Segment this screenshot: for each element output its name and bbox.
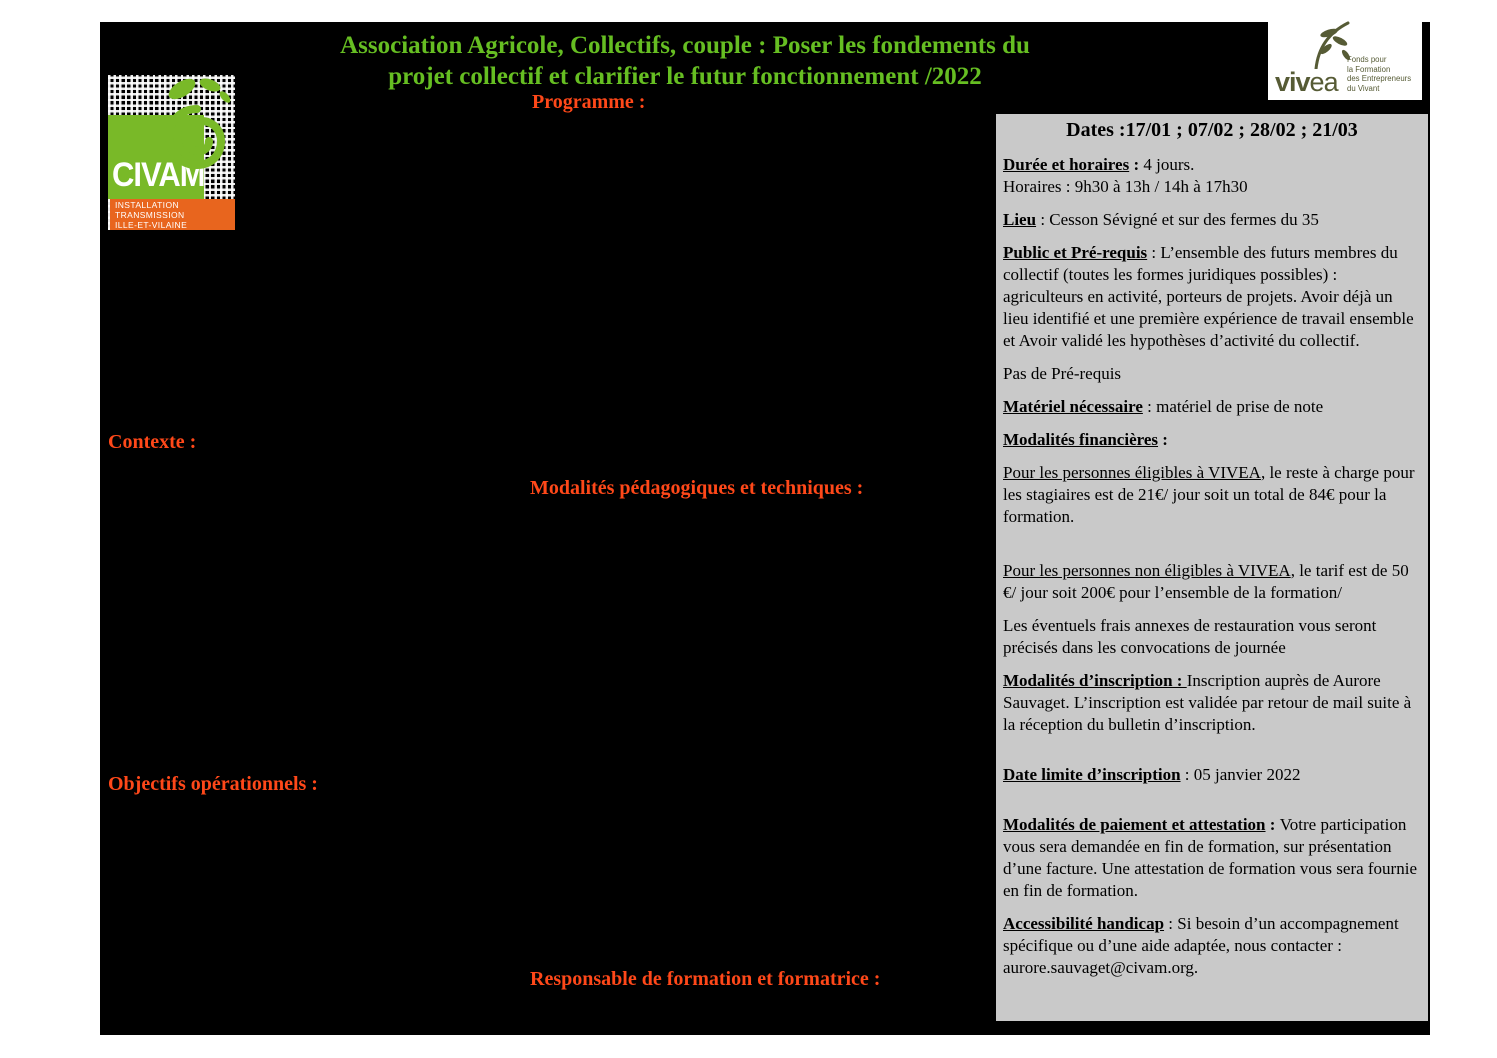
civam-banner-line1: INSTALLATION (115, 200, 179, 210)
heading-responsable-formation: Responsable de formation et formatrice : (530, 968, 881, 990)
sidebar-text-run: : matériel de prise de note (1142, 397, 1324, 416)
sidebar-section-lieu (1003, 209, 1421, 231)
sidebar-text-run: Modalités d’inscription : (1003, 671, 1187, 690)
vivea-tagline-line1: Fonds pour (1347, 55, 1387, 64)
sidebar-section-frais (1003, 615, 1421, 659)
page-title-line1: Association Agricole, Collectifs, couple : Poser les fondements du (340, 32, 1030, 59)
sidebar-section-public (1003, 242, 1421, 352)
vivea-wordmark (1275, 67, 1338, 97)
sidebar-text-run: : Cesson Sévigné et sur des fermes du 35 (1036, 210, 1319, 229)
sidebar-text-run: Votre participation vous sera demandée en fin de formation, sur présentation d’une facture. Une attestation de formation vous sera fournie en fin de formation. (1003, 815, 1417, 900)
heading-objectifs-operationnels: Objectifs opérationnels : (108, 773, 318, 795)
civam-plant-spiral-icon (158, 75, 236, 195)
vivea-tagline-line4: du Vivant (1347, 83, 1380, 93)
sidebar-text-run: : (1265, 815, 1280, 834)
sidebar-text-run: Durée et horaires (1003, 155, 1130, 174)
sidebar-section-horaires (1003, 176, 1421, 198)
civam-logo-banner (110, 199, 235, 230)
civam-banner-line2: TRANSMISSION (115, 210, 185, 220)
sidebar-text-run: Modalités financières (1003, 430, 1159, 449)
sidebar-text-run: Pas de Pré-requis (1003, 364, 1122, 383)
sidebar-text-run: : (1129, 155, 1144, 174)
vivea-tagline (1347, 55, 1411, 93)
sidebar-text-run: Modalités de paiement et attestation (1003, 815, 1266, 834)
heading-contexte: Contexte : (108, 431, 197, 453)
vivea-tagline-line2: la Formation (1347, 64, 1391, 74)
sidebar-section-dates (1003, 118, 1421, 143)
sidebar-text-run: Date limite d’inscription (1003, 765, 1181, 784)
vivea-tagline-line3: des Entrepreneurs (1347, 74, 1412, 83)
sidebar-text-run: Matériel nécessaire (1003, 397, 1143, 416)
sidebar-section-handicap (1003, 913, 1421, 979)
sidebar-section-datelimite (1003, 764, 1421, 786)
sidebar-text-run: Public et Pré-requis (1003, 243, 1148, 262)
sidebar-text-run: Pour les personnes éligibles à VIVEA (1003, 463, 1261, 482)
sidebar-text-run: , le reste à charge pour les stagiaires est de 21€/ jour soit un total de 84€ pour la formation. (1003, 463, 1415, 526)
sidebar-text-run: Horaires : 9h30 à 13h / 14h à 17h30 (1003, 177, 1248, 196)
page-title (100, 30, 1270, 92)
sidebar-section-duree (1003, 154, 1421, 176)
sidebar-text-run: , le tarif est de 50 €/ jour soit 200€ pour l’ensemble de la formation/ (1003, 561, 1409, 602)
vivea-wordmark-light: ea (1309, 67, 1338, 97)
sidebar-section-materiel (1003, 396, 1421, 418)
sidebar-section-prerequis (1003, 363, 1421, 385)
sidebar-text-run: Dates :17/01 ; 07/02 ; 28/02 ; 21/03 (1066, 119, 1358, 141)
sidebar-text-run: 4 jours. (1143, 155, 1195, 174)
sidebar-section-paiement (1003, 814, 1421, 902)
civam-banner-line3: ILLE-ET-VILAINE (115, 220, 188, 230)
vivea-logo (1268, 18, 1422, 100)
sidebar-section-modfin (1003, 429, 1421, 451)
sidebar-text-run: Lieu (1003, 210, 1037, 229)
sidebar-text-run: : (1158, 430, 1168, 449)
info-sidebar (995, 113, 1429, 1022)
sidebar-text-run: Inscription auprès de Aurore Sauvaget. L’inscription est validée par retour de mail suite à la réception du bulletin d’inscription. (1003, 671, 1412, 734)
page-title-line2: projet collectif et clarifier le futur fonctionnement /2022 (388, 63, 982, 90)
civam-logo-wordmark: CIVAM (112, 154, 205, 194)
heading-modalites-pedagogiques: Modalités pédagogiques et techniques : (530, 477, 864, 499)
vivea-wordmark-bold: viv (1275, 67, 1310, 97)
heading-programme: Programme : (532, 91, 646, 113)
sidebar-section-eligibles (1003, 462, 1421, 528)
sidebar-text-run: Les éventuels frais annexes de restauration vous seront précisés dans les convocations de journée (1003, 616, 1377, 657)
sidebar-section-inscription (1003, 670, 1421, 736)
sidebar-text-run: : Si besoin d’un accompagnement spécifique ou d’une aide adaptée, nous contacter : aurore.sauvaget@civam.org. (1003, 914, 1399, 977)
sidebar-text-run: Pour les personnes non éligibles à VIVEA (1003, 561, 1291, 580)
sidebar-text-run: Accessibilité handicap (1003, 914, 1165, 933)
sidebar-section-noneligibles (1003, 560, 1421, 604)
sidebar-text-run: : L’ensemble des futurs membres du collectif (toutes les formes juridiques possibles) : agriculteurs en activité, porteurs de projets. Avoir déjà un lieu identifié et une première expérience de travail ensemble et Avoir validé les hypothèses d’activité du collectif. (1003, 243, 1414, 350)
civam-logo (108, 75, 235, 230)
sidebar-text-run: : 05 janvier 2022 (1180, 765, 1301, 784)
